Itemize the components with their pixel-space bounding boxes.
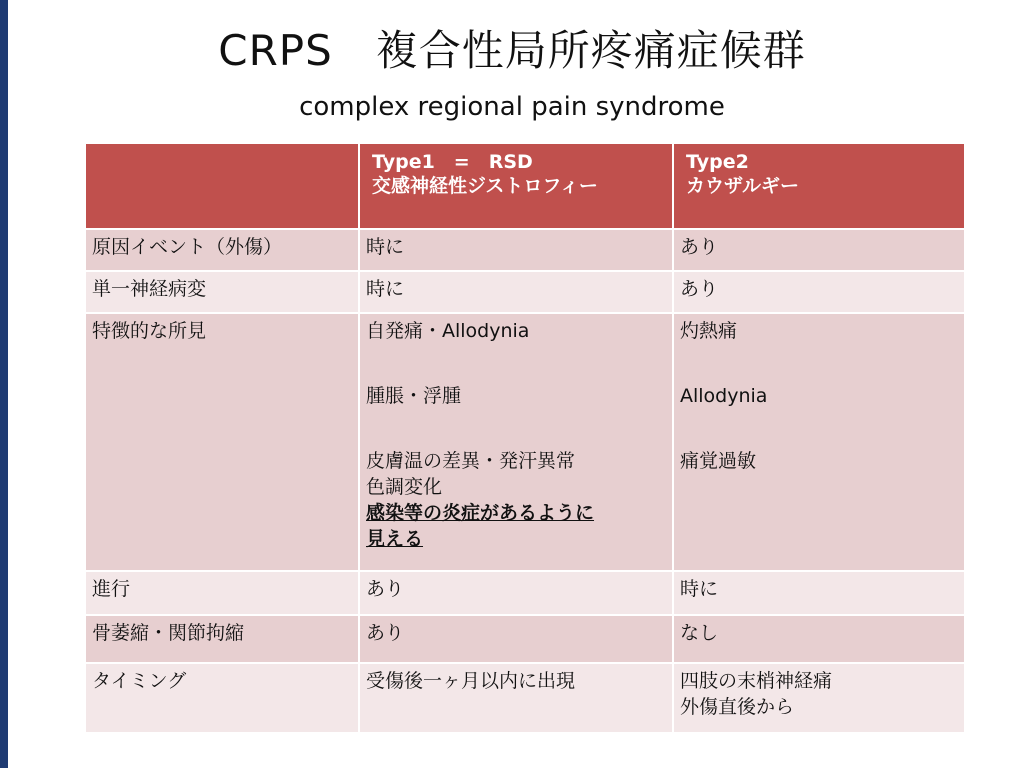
header-type2-line2: カウザルギー [686,175,800,197]
type1-cell: 時に [359,271,673,313]
header-type2-line1: Type2 [686,151,749,173]
timing-type2-line1: 四肢の末梢神経痛 [680,670,833,692]
type2-cell: あり [673,271,965,313]
type1-cell [359,313,673,571]
type2-cell: 時に [673,571,965,615]
feature-type1-swelling: 腫脹・浮腫 [366,385,462,407]
type1-cell: 受傷後一ヶ月以内に出現 [359,663,673,733]
feature-type2-allodynia: Allodynia [680,385,768,407]
table-row-timing [85,663,965,733]
header-cell-type1 [359,143,673,229]
type1-cell: 時に [359,229,673,271]
feature-type2-hyperalgesia: 痛覚過敏 [680,450,757,472]
table-row-features [85,313,965,571]
header-cell-empty [85,143,359,229]
feature-type1-spontaneous: 自発痛・Allodynia [366,320,530,342]
row-label: 特徴的な所見 [85,313,359,571]
row-label: 原因イベント（外傷） [85,229,359,271]
feature-type1-color: 色調変化 [366,476,443,498]
header-cell-type2 [673,143,965,229]
row-label: 骨萎縮・関節拘縮 [85,615,359,663]
timing-type2-line2: 外傷直後から [680,696,795,718]
header-type1-line2: 交感神経性ジストロフィー [372,175,598,197]
table-row-progress [85,571,965,615]
table-row-cause [85,229,965,271]
feature-type1-skin-temp: 皮膚温の差異・発汗異常 [366,450,576,472]
slide-subtitle: complex regional pain syndrome [299,92,725,122]
row-label: 単一神経病変 [85,271,359,313]
header-type1-line1: Type1 = RSD [372,151,533,173]
slide-title: CRPS 複合性局所疼痛症候群 [218,26,806,75]
row-label: タイミング [85,663,359,733]
feature-type2-burning: 灼熱痛 [680,320,738,342]
type2-cell [673,663,965,733]
feature-type1-inflammation-line1: 感染等の炎症があるように [366,502,595,524]
feature-type1-inflammation-line2: 見える [366,528,424,550]
table-row-atrophy [85,615,965,663]
type1-cell: あり [359,615,673,663]
comparison-table [84,142,966,734]
table-row-mono [85,271,965,313]
type2-cell: あり [673,229,965,271]
type1-cell: あり [359,571,673,615]
row-label: 進行 [85,571,359,615]
type2-cell [673,313,965,571]
type2-cell: なし [673,615,965,663]
table-header-row [85,143,965,229]
